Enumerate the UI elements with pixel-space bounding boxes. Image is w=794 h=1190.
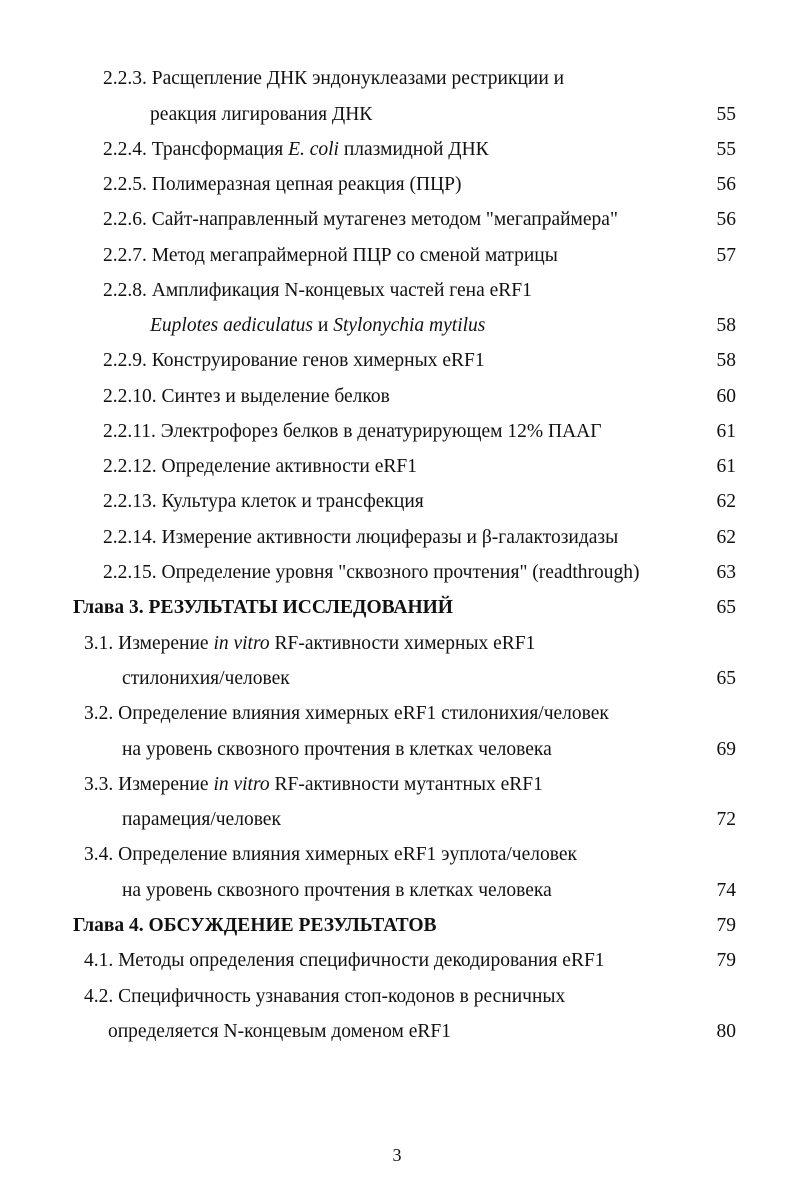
toc-entry-2-2-7: 2.2.7. Метод мегапраймерной ПЦР со сменой матрицы 57 xyxy=(0,239,794,273)
toc-entry-4-2-cont: определяется N-концевым доменом eRF1 80 xyxy=(0,1015,794,1049)
page-ref: 55 xyxy=(716,139,736,160)
page-ref: 74 xyxy=(716,880,736,901)
toc-chapter-4: Глава 4. ОБСУЖДЕНИЕ РЕЗУЛЬТАТОВ 79 xyxy=(0,909,794,943)
page-ref: 65 xyxy=(716,668,736,689)
page-ref: 79 xyxy=(716,915,736,936)
toc-entry-3-3: 3.3. Измерение in vitro RF-активности мутантных eRF1 xyxy=(84,774,543,795)
page-ref: 61 xyxy=(716,456,736,477)
toc-entry-3-4: 3.4. Определение влияния химерных eRF1 эуплота/человек xyxy=(84,844,577,865)
page-ref: 58 xyxy=(716,315,736,336)
toc-entry-2-2-4: 2.2.4. Трансформация E. coli плазмидной ДНК 55 xyxy=(0,133,794,167)
toc-entry-4-1: 4.1. Методы определения специфичности декодирования eRF1 79 xyxy=(0,944,794,978)
toc-entry-3-1-cont: стилонихия/человек 65 xyxy=(0,662,794,696)
toc-entry-3-1: 3.1. Измерение in vitro RF-активности химерных eRF1 xyxy=(84,633,536,654)
toc-entry-2-2-12: 2.2.12. Определение активности eRF1 61 xyxy=(0,450,794,484)
page-ref: 61 xyxy=(716,421,736,442)
page-ref: 56 xyxy=(716,209,736,230)
page-ref: 58 xyxy=(716,350,736,371)
page-ref: 63 xyxy=(716,562,736,583)
page-ref: 55 xyxy=(716,104,736,125)
page-ref: 62 xyxy=(716,527,736,548)
toc-entry-2-2-13: 2.2.13. Культура клеток и трансфекция 62 xyxy=(0,485,794,519)
toc-entry-2-2-15: 2.2.15. Определение уровня "сквозного прочтения" (readthrough) 63 xyxy=(0,556,794,590)
toc-entry-3-2-cont: на уровень сквозного прочтения в клетках человека 69 xyxy=(0,733,794,767)
toc-entry-2-2-6: 2.2.6. Сайт-направленный мутагенез методом "мегапраймера" 56 xyxy=(0,203,794,237)
toc-entry-3-4-cont: на уровень сквозного прочтения в клетках человека 74 xyxy=(0,874,794,908)
toc-entry-2-2-3: 2.2.3. Расщепление ДНК эндонуклеазами рестрикции и xyxy=(103,68,565,89)
page-ref: 80 xyxy=(716,1021,736,1042)
page-ref: 79 xyxy=(716,950,736,971)
page-ref: 60 xyxy=(716,386,736,407)
page-number: 3 xyxy=(392,1145,402,1165)
page-ref: 57 xyxy=(716,245,736,266)
toc-entry-3-2: 3.2. Определение влияния химерных eRF1 стилонихия/человек xyxy=(84,703,609,724)
toc-entry-2-2-8: 2.2.8. Амплификация N-концевых частей гена eRF1 xyxy=(103,280,532,301)
toc-entry-2-2-3-cont: реакция лигирования ДНК 55 xyxy=(0,98,794,132)
toc-entry-2-2-10: 2.2.10. Синтез и выделение белков 60 xyxy=(0,380,794,414)
page-ref: 56 xyxy=(716,174,736,195)
toc-entry-2-2-14: 2.2.14. Измерение активности люциферазы и β-галактозидазы 62 xyxy=(0,521,794,555)
page-ref: 69 xyxy=(716,739,736,760)
toc-entry-2-2-9: 2.2.9. Конструирование генов химерных eRF1 58 xyxy=(0,344,794,378)
toc-entry-2-2-11: 2.2.11. Электрофорез белков в денатурирующем 12% ПААГ 61 xyxy=(0,415,794,449)
toc-entry-4-2: 4.2. Специфичность узнавания стоп-кодонов в ресничных xyxy=(84,986,566,1007)
toc-entry-2-2-8-cont: Euplotes aediculatus и Stylonychia mytilus 58 xyxy=(0,309,794,343)
page-ref: 65 xyxy=(716,597,736,618)
page-ref: 72 xyxy=(716,809,736,830)
toc-entry-2-2-5: 2.2.5. Полимеразная цепная реакция (ПЦР) 56 xyxy=(0,168,794,202)
page-ref: 62 xyxy=(716,491,736,512)
toc-chapter-3: Глава 3. РЕЗУЛЬТАТЫ ИССЛЕДОВАНИЙ 65 xyxy=(0,591,794,625)
toc-entry-3-3-cont: парамеция/человек 72 xyxy=(0,803,794,837)
